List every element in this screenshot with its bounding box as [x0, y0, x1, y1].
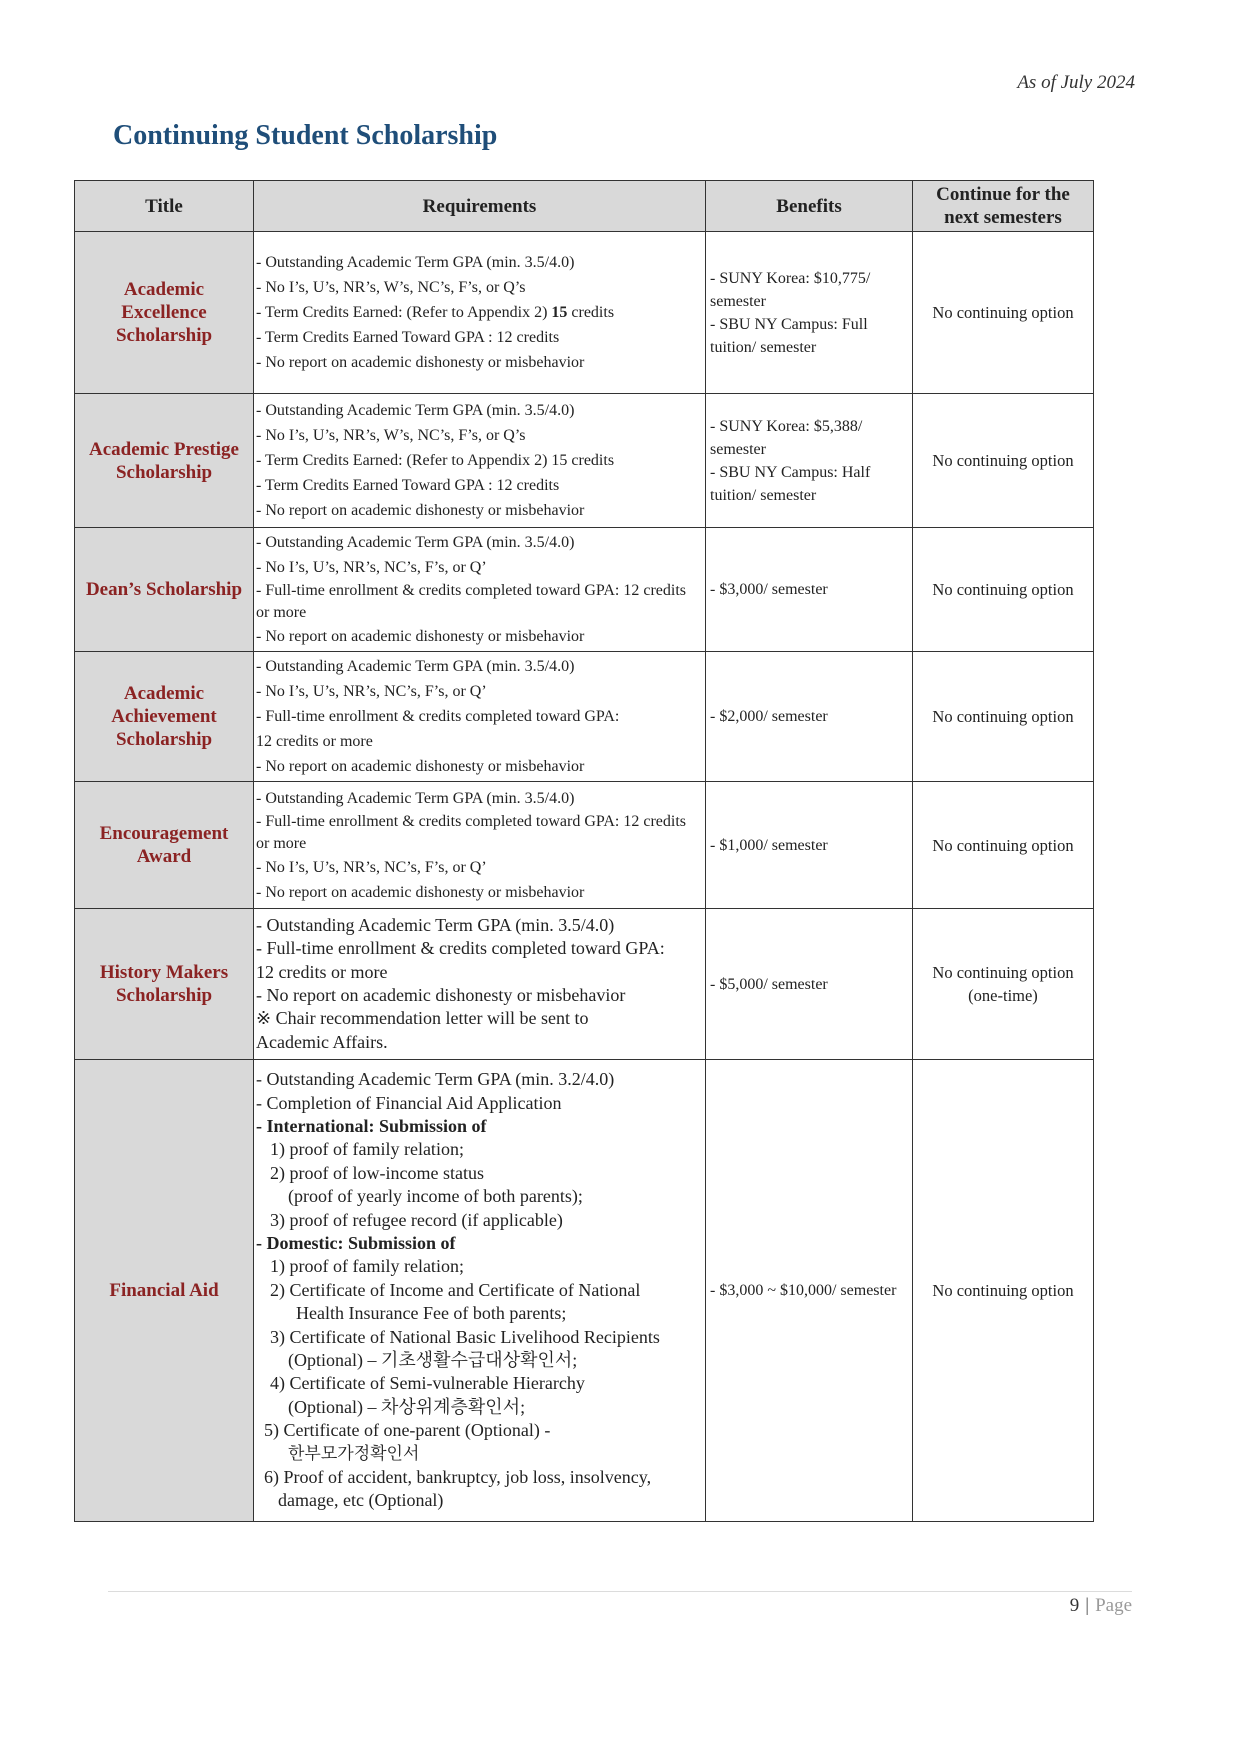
benefits-cell	[706, 232, 913, 394]
benefit-item: - $3,000/ semester	[710, 581, 828, 598]
requirements-cell	[254, 528, 706, 652]
column-header-requirements: Requirements	[254, 181, 706, 232]
requirement-item: - Term Credits Earned: (Refer to Appendix 2) 15 credits	[256, 452, 615, 469]
requirement-item: - Outstanding Academic Term GPA (min. 3.5/4.0)	[256, 914, 615, 935]
requirement-item: - Completion of Financial Aid Application	[256, 1092, 562, 1113]
requirements-cell	[254, 394, 706, 528]
continue-cell: No continuing option	[913, 782, 1094, 909]
scholarship-title: Encouragement Award	[75, 782, 254, 909]
benefit-item: - SUNY Korea: $5,388/ semester	[710, 417, 863, 458]
scholarship-title: Academic Prestige Scholarship	[75, 394, 254, 528]
benefit-item: - SBU NY Campus: Full tuition/ semester	[710, 315, 868, 356]
requirement-item: - Outstanding Academic Term GPA (min. 3.5/4.0)	[256, 534, 575, 551]
requirement-item: - Term Credits Earned Toward GPA : 12 credits	[256, 477, 560, 494]
requirement-item: - Full-time enrollment & credits completed toward GPA: 12 credits or more	[256, 938, 665, 982]
scholarship-title: Academic Achievement Scholarship	[75, 652, 254, 782]
continue-cell: No continuing option	[913, 528, 1094, 652]
page-number: 9	[1069, 1595, 1080, 1616]
requirement-subitem: 한부모가정확인서	[288, 1443, 420, 1464]
requirement-item: - No I’s, U’s, NR’s, W’s, NC’s, F’s, or Q’s	[256, 279, 526, 296]
requirement-subitem: (Optional) – 차상위계층확인서;	[288, 1396, 526, 1417]
requirement-subitem: 3) Certificate of National Basic Livelihood Recipients	[270, 1326, 660, 1347]
requirements-cell	[254, 1060, 706, 1522]
requirement-item: - Outstanding Academic Term GPA (min. 3.5/4.0)	[256, 789, 575, 807]
benefit-item: - $2,000/ semester	[710, 708, 828, 725]
scholarship-title: Financial Aid	[75, 1060, 254, 1522]
benefit-item: - $3,000 ~ $10,000/ semester	[710, 1282, 897, 1299]
requirement-item: - No report on academic dishonesty or misbehavior	[256, 758, 585, 775]
table-row	[75, 782, 1094, 909]
requirements-cell	[254, 232, 706, 394]
requirement-section-international: - International: Submission of	[256, 1115, 487, 1136]
table-header-row	[75, 181, 1094, 232]
requirement-item: - Full-time enrollment & credits completed toward GPA: 12 credits or more	[256, 708, 620, 750]
requirement-item: - No I’s, U’s, NR’s, NC’s, F’s, or Q’	[256, 559, 487, 576]
benefits-cell	[706, 528, 913, 652]
requirement-subitem: 4) Certificate of Semi-vulnerable Hierarchy	[270, 1373, 585, 1394]
table-row	[75, 652, 1094, 782]
scholarship-title: Academic Excellence Scholarship	[75, 232, 254, 394]
requirement-note: ※ Chair recommendation letter will be sent to Academic Affairs.	[256, 1008, 589, 1052]
requirement-item: - No I’s, U’s, NR’s, W’s, NC’s, F’s, or Q’s	[256, 427, 526, 444]
table-row	[75, 528, 1094, 652]
benefits-cell	[706, 909, 913, 1060]
benefits-cell	[706, 1060, 913, 1522]
continue-cell: No continuing option	[913, 232, 1094, 394]
requirement-item: - Term Credits Earned: (Refer to Appendix 2) 15 credits	[256, 304, 615, 321]
table-row	[75, 1060, 1094, 1522]
requirement-item: - Term Credits Earned Toward GPA : 12 credits	[256, 329, 560, 346]
requirement-section-domestic: - Domestic: Submission of	[256, 1232, 456, 1253]
requirements-cell	[254, 782, 706, 909]
requirement-item: - No I’s, U’s, NR’s, NC’s, F’s, or Q’	[256, 683, 487, 700]
page-footer	[1070, 1595, 1132, 1617]
column-header-benefits: Benefits	[706, 181, 913, 232]
requirement-item: - No report on academic dishonesty or misbehavior	[256, 985, 626, 1005]
page-title: Continuing Student Scholarship	[113, 120, 498, 151]
table-row	[75, 232, 1094, 394]
requirement-subitem: (proof of yearly income of both parents);	[288, 1186, 583, 1207]
scholarship-table	[74, 180, 1094, 1522]
page-label: Page	[1095, 1595, 1132, 1616]
requirement-subitem: 5) Certificate of one-parent (Optional) -	[264, 1420, 551, 1441]
requirement-subitem: 2) Certificate of Income and Certificate of National	[270, 1279, 641, 1300]
requirement-item: - Outstanding Academic Term GPA (min. 3.5/4.0)	[256, 402, 575, 419]
scholarship-title: History Makers Scholarship	[75, 909, 254, 1060]
continue-cell: No continuing option (one-time)	[913, 909, 1094, 1060]
benefit-item: - SBU NY Campus: Half tuition/ semester	[710, 463, 871, 504]
credits-emphasis: 15	[551, 304, 568, 321]
benefit-item: - $5,000/ semester	[710, 975, 828, 993]
continue-cell: No continuing option	[913, 1060, 1094, 1522]
benefits-cell	[706, 394, 913, 528]
requirement-subitem: damage, etc (Optional)	[278, 1490, 444, 1511]
requirement-subitem: Health Insurance Fee of both parents;	[296, 1303, 567, 1324]
requirements-cell	[254, 652, 706, 782]
requirement-subitem: 2) proof of low-income status	[270, 1162, 484, 1183]
continue-cell: No continuing option	[913, 394, 1094, 528]
table-row	[75, 394, 1094, 528]
table-row	[75, 909, 1094, 1060]
requirement-subitem: 1) proof of family relation;	[270, 1256, 464, 1277]
requirement-item: - No report on academic dishonesty or misbehavior	[256, 883, 585, 901]
requirement-subitem: (Optional) – 기초생활수급대상확인서;	[288, 1350, 578, 1371]
footer-separator: |	[1085, 1595, 1090, 1616]
benefit-item: - $1,000/ semester	[710, 836, 828, 854]
requirement-item: - Outstanding Academic Term GPA (min. 3.2/4.0)	[256, 1069, 615, 1090]
column-header-continue: Continue for the next semesters	[913, 181, 1094, 232]
benefits-cell	[706, 652, 913, 782]
requirement-item: - No I’s, U’s, NR’s, NC’s, F’s, or Q’	[256, 858, 487, 876]
requirement-item: - No report on academic dishonesty or misbehavior	[256, 628, 585, 645]
continue-cell: No continuing option	[913, 652, 1094, 782]
requirement-item: - No report on academic dishonesty or misbehavior	[256, 354, 585, 371]
header-date: As of July 2024	[1017, 72, 1135, 93]
benefit-item: - SUNY Korea: $10,775/ semester	[710, 269, 871, 310]
requirement-subitem: 1) proof of family relation;	[270, 1139, 464, 1160]
requirement-item: - Outstanding Academic Term GPA (min. 3.5/4.0)	[256, 658, 575, 675]
requirement-item: - Full-time enrollment & credits completed toward GPA: 12 credits or more	[256, 582, 686, 621]
column-header-title: Title	[75, 181, 254, 232]
benefits-cell	[706, 782, 913, 909]
requirement-subitem: 3) proof of refugee record (if applicable)	[270, 1209, 563, 1230]
requirement-item: - Full-time enrollment & credits completed toward GPA: 12 credits or more	[256, 812, 686, 852]
scholarship-title: Dean’s Scholarship	[75, 528, 254, 652]
requirement-item: - No report on academic dishonesty or misbehavior	[256, 502, 585, 519]
requirements-cell	[254, 909, 706, 1060]
requirement-item: - Outstanding Academic Term GPA (min. 3.5/4.0)	[256, 254, 575, 271]
requirement-subitem: 6) Proof of accident, bankruptcy, job loss, insolvency,	[264, 1467, 652, 1488]
footer-divider	[108, 1591, 1132, 1592]
